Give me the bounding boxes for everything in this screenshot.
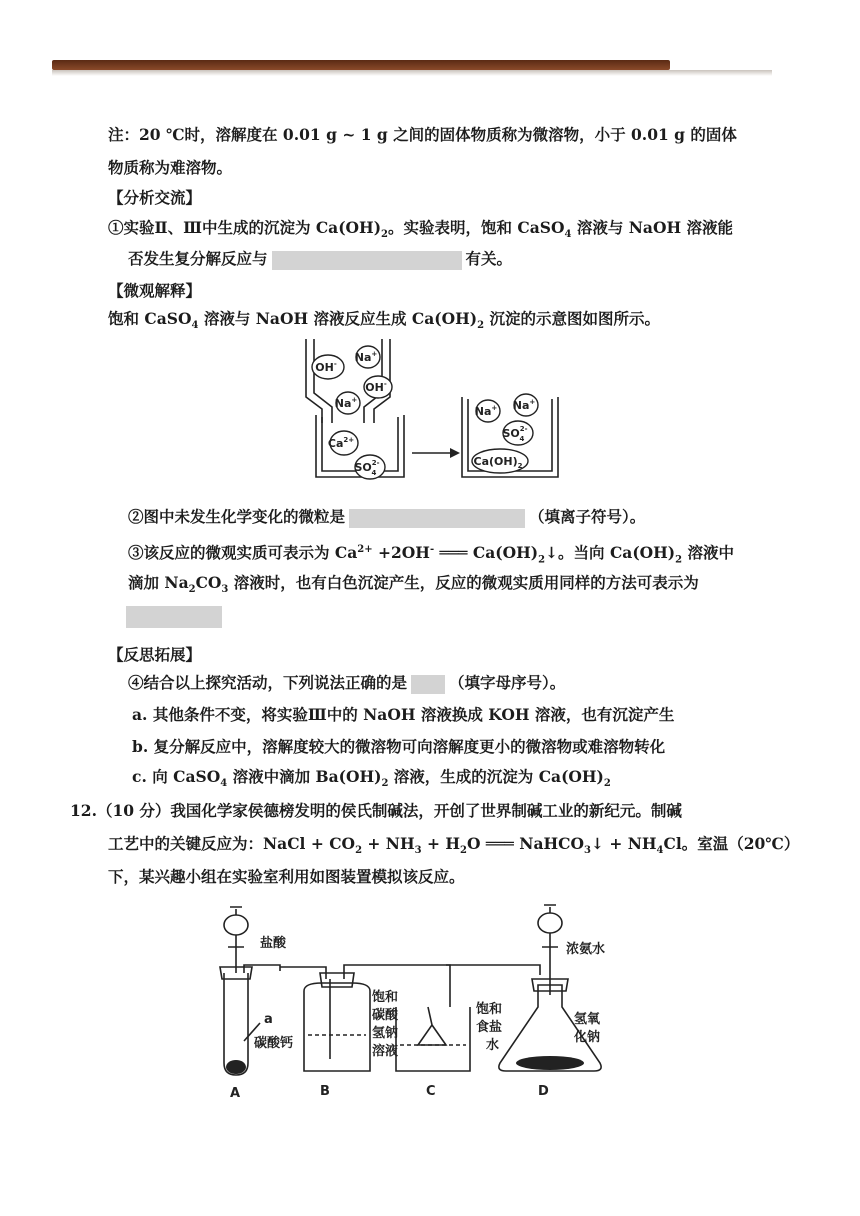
label-c-3: 水: [486, 1038, 500, 1053]
na-ion-4-label: Na+: [512, 398, 536, 412]
sub: 3: [414, 845, 422, 857]
label-hcl: 盐酸: [260, 936, 287, 951]
tube-a-to-b: [280, 967, 326, 979]
sub: 4: [656, 845, 664, 857]
label-c-1: 饱和: [476, 1002, 503, 1017]
sub: 2: [477, 320, 485, 332]
q3-text-f: 滴加 Na: [128, 573, 189, 592]
so4-ion-right-label: $SO^{2-}4$: [502, 425, 528, 443]
funnel-c: [418, 1007, 446, 1045]
q4-option-c: [132, 766, 611, 795]
label-nh3: 浓氨水: [566, 942, 606, 957]
q3-line-2: [128, 572, 699, 601]
label-b-1: 饱和: [372, 990, 399, 1005]
label-b-3: 氢钠: [372, 1026, 399, 1041]
sodium-hydroxide-solid: [516, 1056, 584, 1070]
q2-text-a: ②图中未发生化学变化的微粒是: [128, 507, 346, 526]
reaction-arrow-head: [450, 448, 460, 458]
q3-answer-blank[interactable]: [126, 606, 222, 628]
q1-line-1: [108, 217, 733, 246]
calcium-carbonate-solid: [226, 1060, 246, 1074]
micro-reaction-diagram: [300, 335, 570, 485]
q2-line: [128, 506, 645, 528]
sub: 2: [603, 778, 611, 790]
label-A: A: [230, 1086, 241, 1101]
q4-option-a: a. 其他条件不变，将实验Ⅲ中的 NaOH 溶液换成 KOH 溶液，也有沉淀产生: [132, 705, 675, 724]
micro-text-b: 溶液与 NaOH 溶液反应生成 Ca(OH): [198, 309, 478, 328]
q12-text-b: + NH: [362, 834, 415, 853]
page-top-edge: [52, 60, 670, 70]
q3-text-c: ═══ Ca(OH): [434, 543, 539, 563]
funnel-a-stopper: [230, 907, 242, 915]
section-reflect: 【反思拓展】: [108, 645, 202, 664]
label-d-1: 氢氧: [574, 1012, 601, 1027]
na-ion-3-label: Na+: [474, 404, 498, 418]
q12-text-f: Cl。室温（20℃）: [663, 834, 800, 853]
q3-text-g: CO: [195, 573, 222, 592]
sub: 2: [355, 845, 363, 857]
bottle-b: [304, 983, 370, 1071]
q3-text-a: ③该反应的微观实质可表示为 Ca: [128, 543, 358, 563]
label-caco3: 碳酸钙: [254, 1036, 294, 1051]
funnel-a-bulb: [224, 915, 248, 935]
q1-text-a: ①实验Ⅱ、Ⅲ中生成的沉淀为 Ca(OH): [108, 218, 382, 237]
sub: 2: [188, 584, 196, 596]
q12-text-d: O ═══ NaHCO: [467, 834, 584, 853]
sub: 2: [675, 554, 683, 566]
caoh2-label: $Ca(OH)_2$: [473, 455, 523, 470]
sub: 4: [220, 778, 228, 790]
sub: 3: [583, 845, 591, 857]
q3-text-e: 溶液中: [682, 543, 735, 563]
label-B: B: [320, 1084, 330, 1099]
label-D: D: [538, 1084, 549, 1099]
q3-line-1: [128, 539, 734, 571]
q1-text-e: 有关。: [465, 249, 513, 268]
q1-text-b: 。实验表明，饱和 CaSO: [388, 218, 565, 237]
so4-ion-left-label: $SO^{2-}4$: [354, 459, 380, 477]
section-analysis: 【分析交流】: [108, 188, 202, 207]
page-top-shadow: [52, 70, 772, 76]
sup: 2+: [357, 544, 373, 555]
q12-text-c: + H: [421, 834, 461, 853]
stopper-b: [320, 973, 354, 987]
apparatus-diagram: [200, 895, 630, 1105]
q12-line-1: 12.（10 分）我国化学家侯德榜发明的侯氏制碱法，开创了世界制碱工业的新纪元。制碱: [70, 801, 682, 820]
sub: 2: [538, 554, 546, 566]
q1-answer-blank[interactable]: [272, 251, 462, 270]
q4-text-a: ④结合以上探究活动，下列说法正确的是: [128, 673, 408, 692]
note-line-2: 物质称为难溶物。: [108, 158, 233, 177]
sub: 4: [191, 320, 199, 332]
tube-b-out: [344, 965, 400, 979]
q4-answer-blank[interactable]: [411, 675, 445, 694]
sup: -: [429, 544, 435, 555]
test-tube-a: [224, 973, 248, 1075]
q2-text-b: （填离子符号）。: [529, 507, 646, 526]
label-a: a: [264, 1012, 273, 1027]
q12-line-2: [108, 833, 799, 862]
sub: 4: [564, 229, 572, 241]
q4-text-b: （填字母序号）。: [449, 673, 566, 692]
q4-line: [128, 672, 565, 694]
micro-text-c: 沉淀的示意图如图所示。: [484, 309, 660, 328]
sub: 2: [460, 845, 467, 857]
q3-text-h: 溶液时，也有白色沉淀产生，反应的微观实质用同样的方法可表示为: [228, 573, 699, 592]
label-c-2: 食盐: [476, 1020, 503, 1035]
tube-b-to-c: [400, 965, 450, 1007]
pour-beaker-inner-left: [314, 339, 332, 423]
na-ion-2-label: Na+: [334, 396, 358, 410]
note-line-1: 注：20 ℃时，溶解度在 0.01 g ~ 1 g 之间的固体物质称为微溶物，小于 0.01 g 的固体: [108, 125, 737, 144]
na-ion-1-label: Na+: [354, 350, 378, 364]
tube-c-to-d: [446, 965, 540, 975]
q1-text-d: 否发生复分解反应与: [128, 249, 268, 268]
q12-line-3: 下，某兴趣小组在实验室利用如图装置模拟该反应。: [108, 867, 465, 886]
q3-text-b: +2OH: [372, 543, 430, 563]
micro-description: [108, 308, 660, 337]
q1-text-c: 溶液与 NaOH 溶液能: [571, 218, 734, 237]
funnel-d-bulb: [538, 913, 562, 933]
sub: 3: [221, 584, 229, 596]
micro-text-a: 饱和 CaSO: [108, 309, 192, 328]
label-b-4: 溶液: [372, 1044, 399, 1059]
q1-line-2: [128, 248, 512, 270]
ca-ion-label: $Ca^{2+}$: [327, 436, 355, 450]
q4-option-c-text-b: 溶液中滴加 Ba(OH): [227, 767, 382, 786]
q12-text-a: 工艺中的关键反应为：NaCl + CO: [108, 834, 356, 853]
q4-option-c-text-c: 溶液，生成的沉淀为 Ca(OH): [388, 767, 604, 786]
q12-text-e: ↓ + NH: [590, 834, 657, 853]
label-d-2: 化钠: [574, 1030, 601, 1045]
q2-answer-blank[interactable]: [349, 509, 525, 528]
sub: 2: [381, 229, 388, 241]
beaker-c: [396, 1007, 470, 1071]
oh-ion-1-label: OH-: [315, 360, 337, 374]
funnel-d-stopper: [544, 905, 556, 913]
oh-ion-2-label: OH-: [365, 380, 387, 394]
q4-option-c-text-a: c. 向 CaSO: [132, 767, 221, 786]
q3-text-d: ↓。当向 Ca(OH): [545, 543, 676, 563]
section-micro: 【微观解释】: [108, 281, 202, 300]
label-b-2: 碳酸: [372, 1008, 399, 1023]
label-C: C: [426, 1084, 436, 1099]
sub: 2: [381, 778, 389, 790]
q4-option-b: b. 复分解反应中，溶解度较大的微溶物可向溶解度更小的微溶物或难溶物转化: [132, 737, 666, 756]
